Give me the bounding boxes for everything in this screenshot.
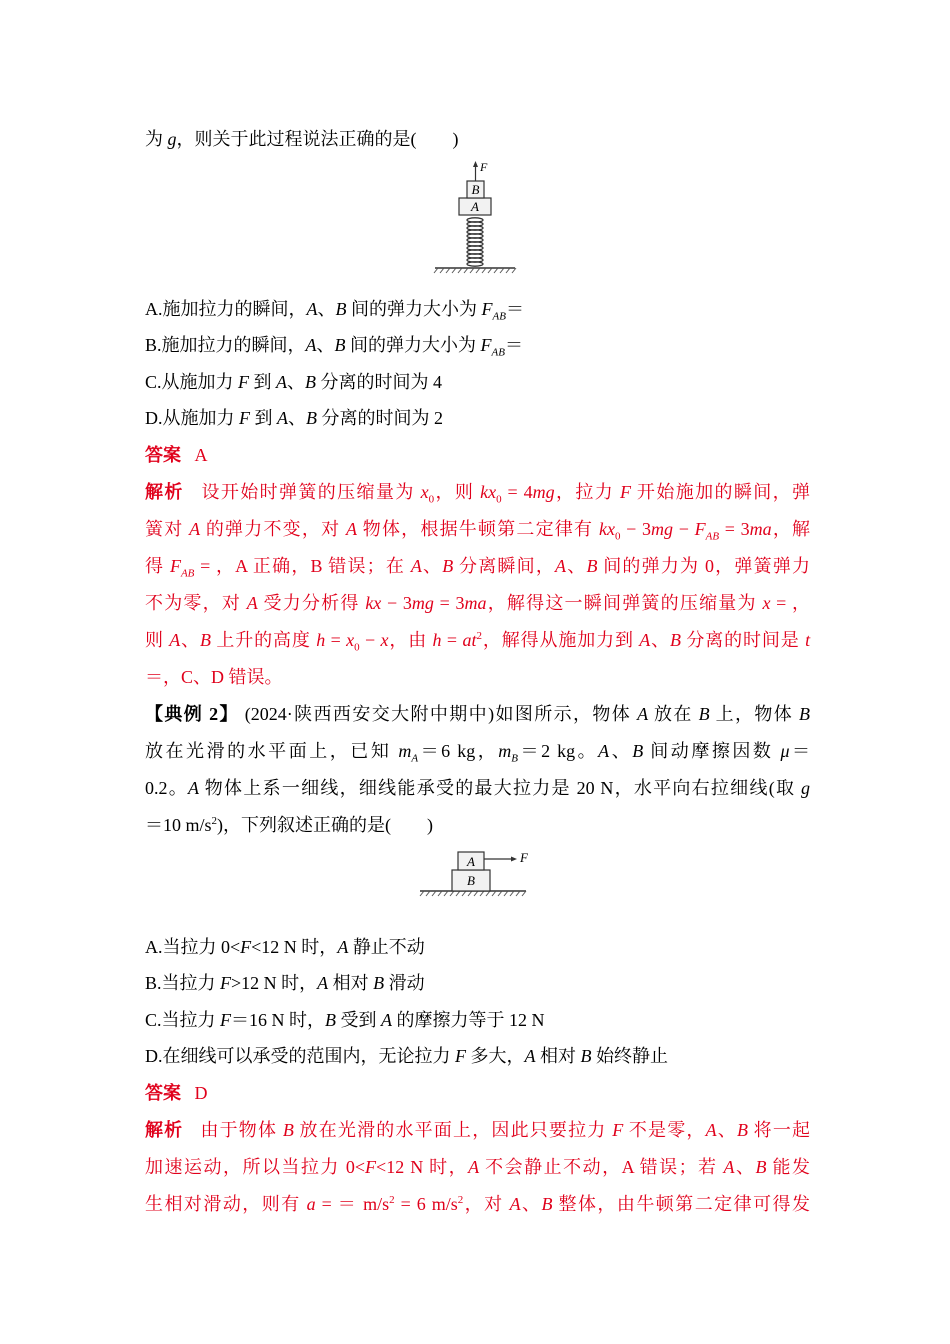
force-arrow-head	[473, 161, 478, 167]
text-fragment: ，由	[388, 630, 433, 650]
text-fragment: 分离的时间为 4	[316, 372, 443, 392]
text-fragment: 到	[249, 372, 277, 392]
text-fragment: 间的弹力大小为	[346, 299, 482, 319]
text-fragment: ＝，C、D 错误。	[145, 667, 283, 687]
text-fragment: 上，物体	[709, 704, 800, 724]
text-fragment: x	[420, 482, 429, 502]
force-label: F	[480, 160, 488, 174]
text-fragment: 相对	[328, 973, 374, 993]
text-fragment: 得	[145, 556, 170, 576]
text-fragment: −	[359, 630, 381, 650]
answer-value: D	[194, 1083, 208, 1103]
q2-option-b	[145, 970, 810, 996]
text-fragment: A	[337, 937, 349, 957]
text-fragment: 到	[250, 408, 277, 428]
q1-analysis-line-3	[145, 553, 810, 579]
text-fragment: 、	[650, 630, 671, 650]
text-fragment: B	[200, 630, 212, 650]
text-fragment: 的弹力不变，对	[200, 519, 347, 539]
text-fragment: F	[220, 973, 232, 993]
text-fragment: A	[169, 630, 181, 650]
text-fragment: A	[411, 752, 419, 765]
q1-analysis-line-6	[145, 664, 810, 690]
text-fragment: B	[335, 299, 347, 319]
text-fragment: 、	[288, 408, 306, 428]
text-fragment: ＝10 m/s	[145, 815, 212, 835]
q2-analysis-line-1	[145, 1117, 810, 1143]
text-fragment: B	[305, 372, 317, 392]
text-fragment: <12 N 时，	[376, 1157, 469, 1177]
text-fragment: 、	[180, 630, 201, 650]
text-fragment: A	[317, 973, 329, 993]
example-tag: 【典例 2】	[145, 704, 239, 724]
text-fragment: F	[480, 335, 492, 355]
text-fragment: 簧对	[145, 519, 190, 539]
text-fragment: ＝6 kg，	[418, 741, 499, 761]
q2-stem-line-2	[145, 738, 810, 764]
text-fragment: A.施加拉力的瞬间，	[145, 299, 307, 319]
text-fragment: 的摩擦力等于 12 N	[392, 1010, 545, 1030]
text-fragment: ＝	[504, 335, 523, 355]
text-fragment: 2	[389, 1194, 395, 1206]
text-fragment: − 3	[620, 519, 652, 539]
text-fragment: B	[511, 752, 519, 765]
text-fragment: = 6 m/s	[394, 1194, 458, 1214]
text-fragment: 受力分析得	[257, 593, 366, 613]
text-fragment: a	[306, 1194, 316, 1214]
text-fragment: 能发	[766, 1157, 811, 1177]
text-fragment: 上升的高度	[211, 630, 317, 650]
text-fragment: 如图所示，物体	[494, 704, 638, 724]
text-fragment: F	[238, 372, 250, 392]
text-fragment: C.当拉力	[145, 1010, 221, 1030]
text-fragment: ，解得从施加力到	[481, 630, 640, 650]
text-fragment: = 4	[501, 482, 533, 502]
text-fragment: A	[188, 778, 200, 798]
force-arrow-head	[511, 857, 517, 862]
text-fragment: F	[481, 299, 493, 319]
q1-analysis-line-4	[145, 590, 810, 616]
text-fragment: ＝	[505, 299, 524, 319]
text-fragment: F	[455, 1046, 466, 1066]
text-fragment: 、	[520, 1194, 542, 1214]
text-fragment: A	[509, 1194, 521, 1214]
text: ，则关于此过程说法正确的是(	[176, 129, 417, 149]
text-fragment: F	[169, 556, 181, 576]
text-fragment: 加速运动，所以当拉力 0<	[145, 1157, 366, 1177]
q1-option-c	[145, 369, 810, 395]
text-fragment: 2	[457, 1194, 464, 1206]
text-fragment: B	[799, 704, 811, 724]
text-fragment: 分离的时间是	[681, 630, 806, 650]
analysis-label: 解析	[145, 482, 184, 502]
answer-label: 答案	[145, 445, 181, 465]
text-fragment: 受到	[336, 1010, 382, 1030]
q2-stem-line-1	[145, 701, 810, 727]
text-fragment: F	[239, 408, 250, 428]
analysis-label: 解析	[145, 1120, 184, 1140]
text-fragment: 设开始时弹簧的压缩量为	[201, 482, 421, 502]
text-fragment: 生相对滑动，则有	[145, 1194, 307, 1214]
text-fragment: 静止不动	[348, 937, 425, 957]
text-fragment: 、	[716, 1120, 737, 1140]
text-fragment: )	[427, 815, 434, 835]
text-fragment: B	[306, 408, 317, 428]
stacked-blocks-figure	[418, 846, 538, 900]
text-fragment: B	[755, 1157, 767, 1177]
text-fragment: m	[498, 741, 512, 761]
text-fragment: B.施加拉力的瞬间，	[145, 335, 306, 355]
text-fragment: 间的弹力为 0，弹簧弹力	[597, 556, 811, 576]
text-fragment: 间动摩擦因数	[643, 741, 781, 761]
text-fragment: kx	[598, 519, 615, 539]
text: 为	[145, 129, 168, 149]
q1-option-a	[145, 296, 810, 322]
text-fragment: ，则	[434, 482, 481, 502]
text-fragment: A	[637, 704, 649, 724]
text-fragment: 、	[609, 741, 633, 761]
text-fragment: 不会静止不动，A 错误；若	[479, 1157, 724, 1177]
text-fragment: ＝2 kg。	[518, 741, 599, 761]
text-fragment: 2	[476, 630, 482, 642]
answer-label: 答案	[145, 1083, 181, 1103]
text-fragment: B	[632, 741, 644, 761]
text-fragment: A	[305, 335, 317, 355]
force-label: F	[520, 850, 528, 865]
text-fragment: 0	[496, 493, 502, 506]
text-fragment: 分离瞬间，	[453, 556, 556, 576]
text-fragment: F	[694, 519, 706, 539]
text-fragment: 放在光滑的水平面上，已知	[145, 741, 399, 761]
answer-blank	[417, 129, 453, 149]
text-fragment: 由于物体	[200, 1120, 283, 1140]
q2-option-a	[145, 934, 810, 960]
text-fragment: A	[346, 519, 358, 539]
q1-stem-line	[145, 126, 810, 152]
text-fragment: ＝	[789, 741, 811, 761]
text-fragment: 相对	[535, 1046, 581, 1066]
text-fragment: F	[240, 937, 252, 957]
text-fragment: 、	[316, 335, 335, 355]
q2-option-c	[145, 1007, 810, 1033]
q2-analysis-line-2	[145, 1154, 810, 1180]
text-fragment: 物体上系一细线，细线能承受的最大拉力是 20 N，水平向右拉细线(取	[199, 778, 801, 798]
text-fragment: 0.2。	[145, 778, 189, 798]
text-fragment: A	[246, 593, 258, 613]
text-fragment: ＝16 N 时，	[231, 1010, 326, 1030]
source-note: (2024·陕西西安交大附中期中)	[244, 704, 495, 724]
text-fragment: = ＝ m/s	[315, 1194, 390, 1214]
text-fragment: 、	[317, 299, 336, 319]
text-fragment: AB	[491, 346, 505, 359]
text-fragment: F	[620, 482, 632, 502]
text-fragment: ，对	[463, 1194, 510, 1214]
text-fragment: F	[220, 1010, 232, 1030]
text-fragment: A	[381, 1010, 393, 1030]
q1-option-b	[145, 332, 810, 358]
text-fragment: A	[524, 1046, 536, 1066]
text-fragment: B	[541, 1194, 553, 1214]
text-fragment: = ，A 正确，B 错误；在	[194, 556, 411, 576]
text-fragment: ，拉力	[554, 482, 621, 502]
text-fragment: A	[468, 1157, 480, 1177]
spring	[467, 218, 483, 266]
q2-analysis-line-3	[145, 1191, 810, 1217]
text-fragment: 多大，	[466, 1046, 525, 1066]
text-fragment: B	[442, 556, 454, 576]
text-fragment: A	[306, 299, 318, 319]
text-fragment: at	[462, 630, 477, 650]
text-fragment: B	[580, 1046, 592, 1066]
text-fragment: AB	[705, 530, 720, 543]
q2-stem-line-3	[145, 775, 810, 801]
text-fragment: ma	[464, 593, 487, 613]
text-fragment: 物体，根据牛顿第二定律有	[357, 519, 599, 539]
block-b-label: B	[471, 182, 480, 197]
text-fragment: A	[555, 556, 567, 576]
text-fragment: μ	[780, 741, 790, 761]
text-fragment: C.从施加力	[145, 372, 239, 392]
text-fragment: 滑动	[384, 973, 425, 993]
text-fragment: A	[277, 408, 288, 428]
text-fragment: A	[639, 630, 651, 650]
text-fragment: A	[723, 1157, 735, 1177]
text-fragment: 、	[566, 556, 587, 576]
text-fragment: )，下列叙述正确的是(	[217, 815, 392, 835]
text-fragment: 、	[421, 556, 443, 576]
text-fragment: AB	[180, 567, 195, 580]
text-fragment: − 3	[381, 593, 412, 613]
q1-answer	[145, 442, 810, 468]
q2-option-d	[145, 1043, 810, 1069]
text-fragment: A	[410, 556, 422, 576]
text-fragment: >12 N 时，	[231, 973, 318, 993]
text-fragment: mg	[651, 519, 674, 539]
text-fragment: kx	[365, 593, 382, 613]
text-fragment: 分离的时间为 2	[317, 408, 443, 428]
text-fragment: −	[673, 519, 695, 539]
text-fragment: = 3	[433, 593, 465, 613]
text-fragment: 开始施加的瞬间，弹	[631, 482, 811, 502]
text-fragment: g	[801, 778, 810, 798]
text-fragment: 不是零，	[623, 1120, 706, 1140]
text-fragment: B	[282, 1120, 294, 1140]
q1-analysis-line-2	[145, 516, 810, 542]
text-fragment: <12 N 时，	[251, 937, 338, 957]
text-fragment: mg	[411, 593, 434, 613]
q2-answer	[145, 1080, 810, 1106]
text-fragment: 、	[287, 372, 306, 392]
text-fragment: B	[736, 1120, 748, 1140]
var-g: g	[167, 129, 177, 149]
text-fragment: B	[334, 335, 346, 355]
text-fragment: B	[325, 1010, 337, 1030]
text-fragment: B	[586, 556, 598, 576]
text-fragment: = ，	[770, 593, 811, 613]
text-fragment: A.当拉力 0<	[145, 937, 241, 957]
text-fragment: h	[316, 630, 326, 650]
text-fragment: 2	[211, 815, 218, 827]
text: )	[452, 129, 459, 149]
block-b-label: B	[467, 873, 475, 888]
text-fragment: 0	[614, 530, 621, 543]
spring-blocks-figure	[430, 158, 520, 278]
text-fragment: 、	[734, 1157, 756, 1177]
text-fragment: kx	[480, 482, 497, 502]
text-fragment: F	[612, 1120, 624, 1140]
text-fragment: t	[805, 630, 811, 650]
text-fragment: B	[373, 973, 385, 993]
text-fragment: h	[432, 630, 442, 650]
q2-stem-line-4	[145, 812, 810, 838]
text-fragment: A	[598, 741, 610, 761]
text-fragment: B	[670, 630, 682, 650]
text-fragment: 放在光滑的水平面上，因此只要拉力	[293, 1120, 613, 1140]
text-fragment: F	[365, 1157, 377, 1177]
text-fragment: B.当拉力	[145, 973, 221, 993]
text-fragment: 将一起	[747, 1120, 811, 1140]
text-fragment: =	[325, 630, 347, 650]
text-fragment: A	[276, 372, 288, 392]
text-fragment: 放在	[648, 704, 699, 724]
text-fragment: m	[398, 741, 412, 761]
text-fragment: ，解	[771, 519, 811, 539]
q1-analysis-line-1	[145, 479, 810, 505]
text-fragment: x	[346, 630, 355, 650]
text-fragment: x	[380, 630, 389, 650]
text-fragment: ma	[749, 519, 772, 539]
text-fragment: 0	[354, 641, 360, 654]
text-fragment: 0	[428, 493, 435, 506]
answer-value: A	[194, 445, 208, 465]
text-fragment: AB	[492, 310, 506, 323]
text-fragment: = 3	[719, 519, 750, 539]
text-fragment: 则	[145, 630, 170, 650]
text-fragment: D.在细线可以承受的范围内，无论拉力	[145, 1046, 455, 1066]
text-fragment: 整体，由牛顿第二定律可得发	[552, 1194, 811, 1214]
text-fragment: B	[698, 704, 710, 724]
text-fragment: =	[441, 630, 463, 650]
text-fragment: ，解得这一瞬间弹簧的压缩量为	[486, 593, 763, 613]
block-a-label: A	[467, 854, 475, 869]
text-fragment: 始终静止	[591, 1046, 668, 1066]
q1-option-d	[145, 405, 810, 431]
text-fragment: x	[762, 593, 771, 613]
text-fragment: A	[189, 519, 201, 539]
text-fragment: D.从施加力	[145, 408, 239, 428]
text-fragment: mg	[532, 482, 555, 502]
answer-blank	[391, 815, 427, 835]
block-a-label: A	[471, 199, 479, 214]
q1-analysis-line-5	[145, 627, 810, 653]
text-fragment: A	[705, 1120, 717, 1140]
text-fragment: 间的弹力大小为	[345, 335, 481, 355]
text-fragment: 不为零，对	[145, 593, 247, 613]
